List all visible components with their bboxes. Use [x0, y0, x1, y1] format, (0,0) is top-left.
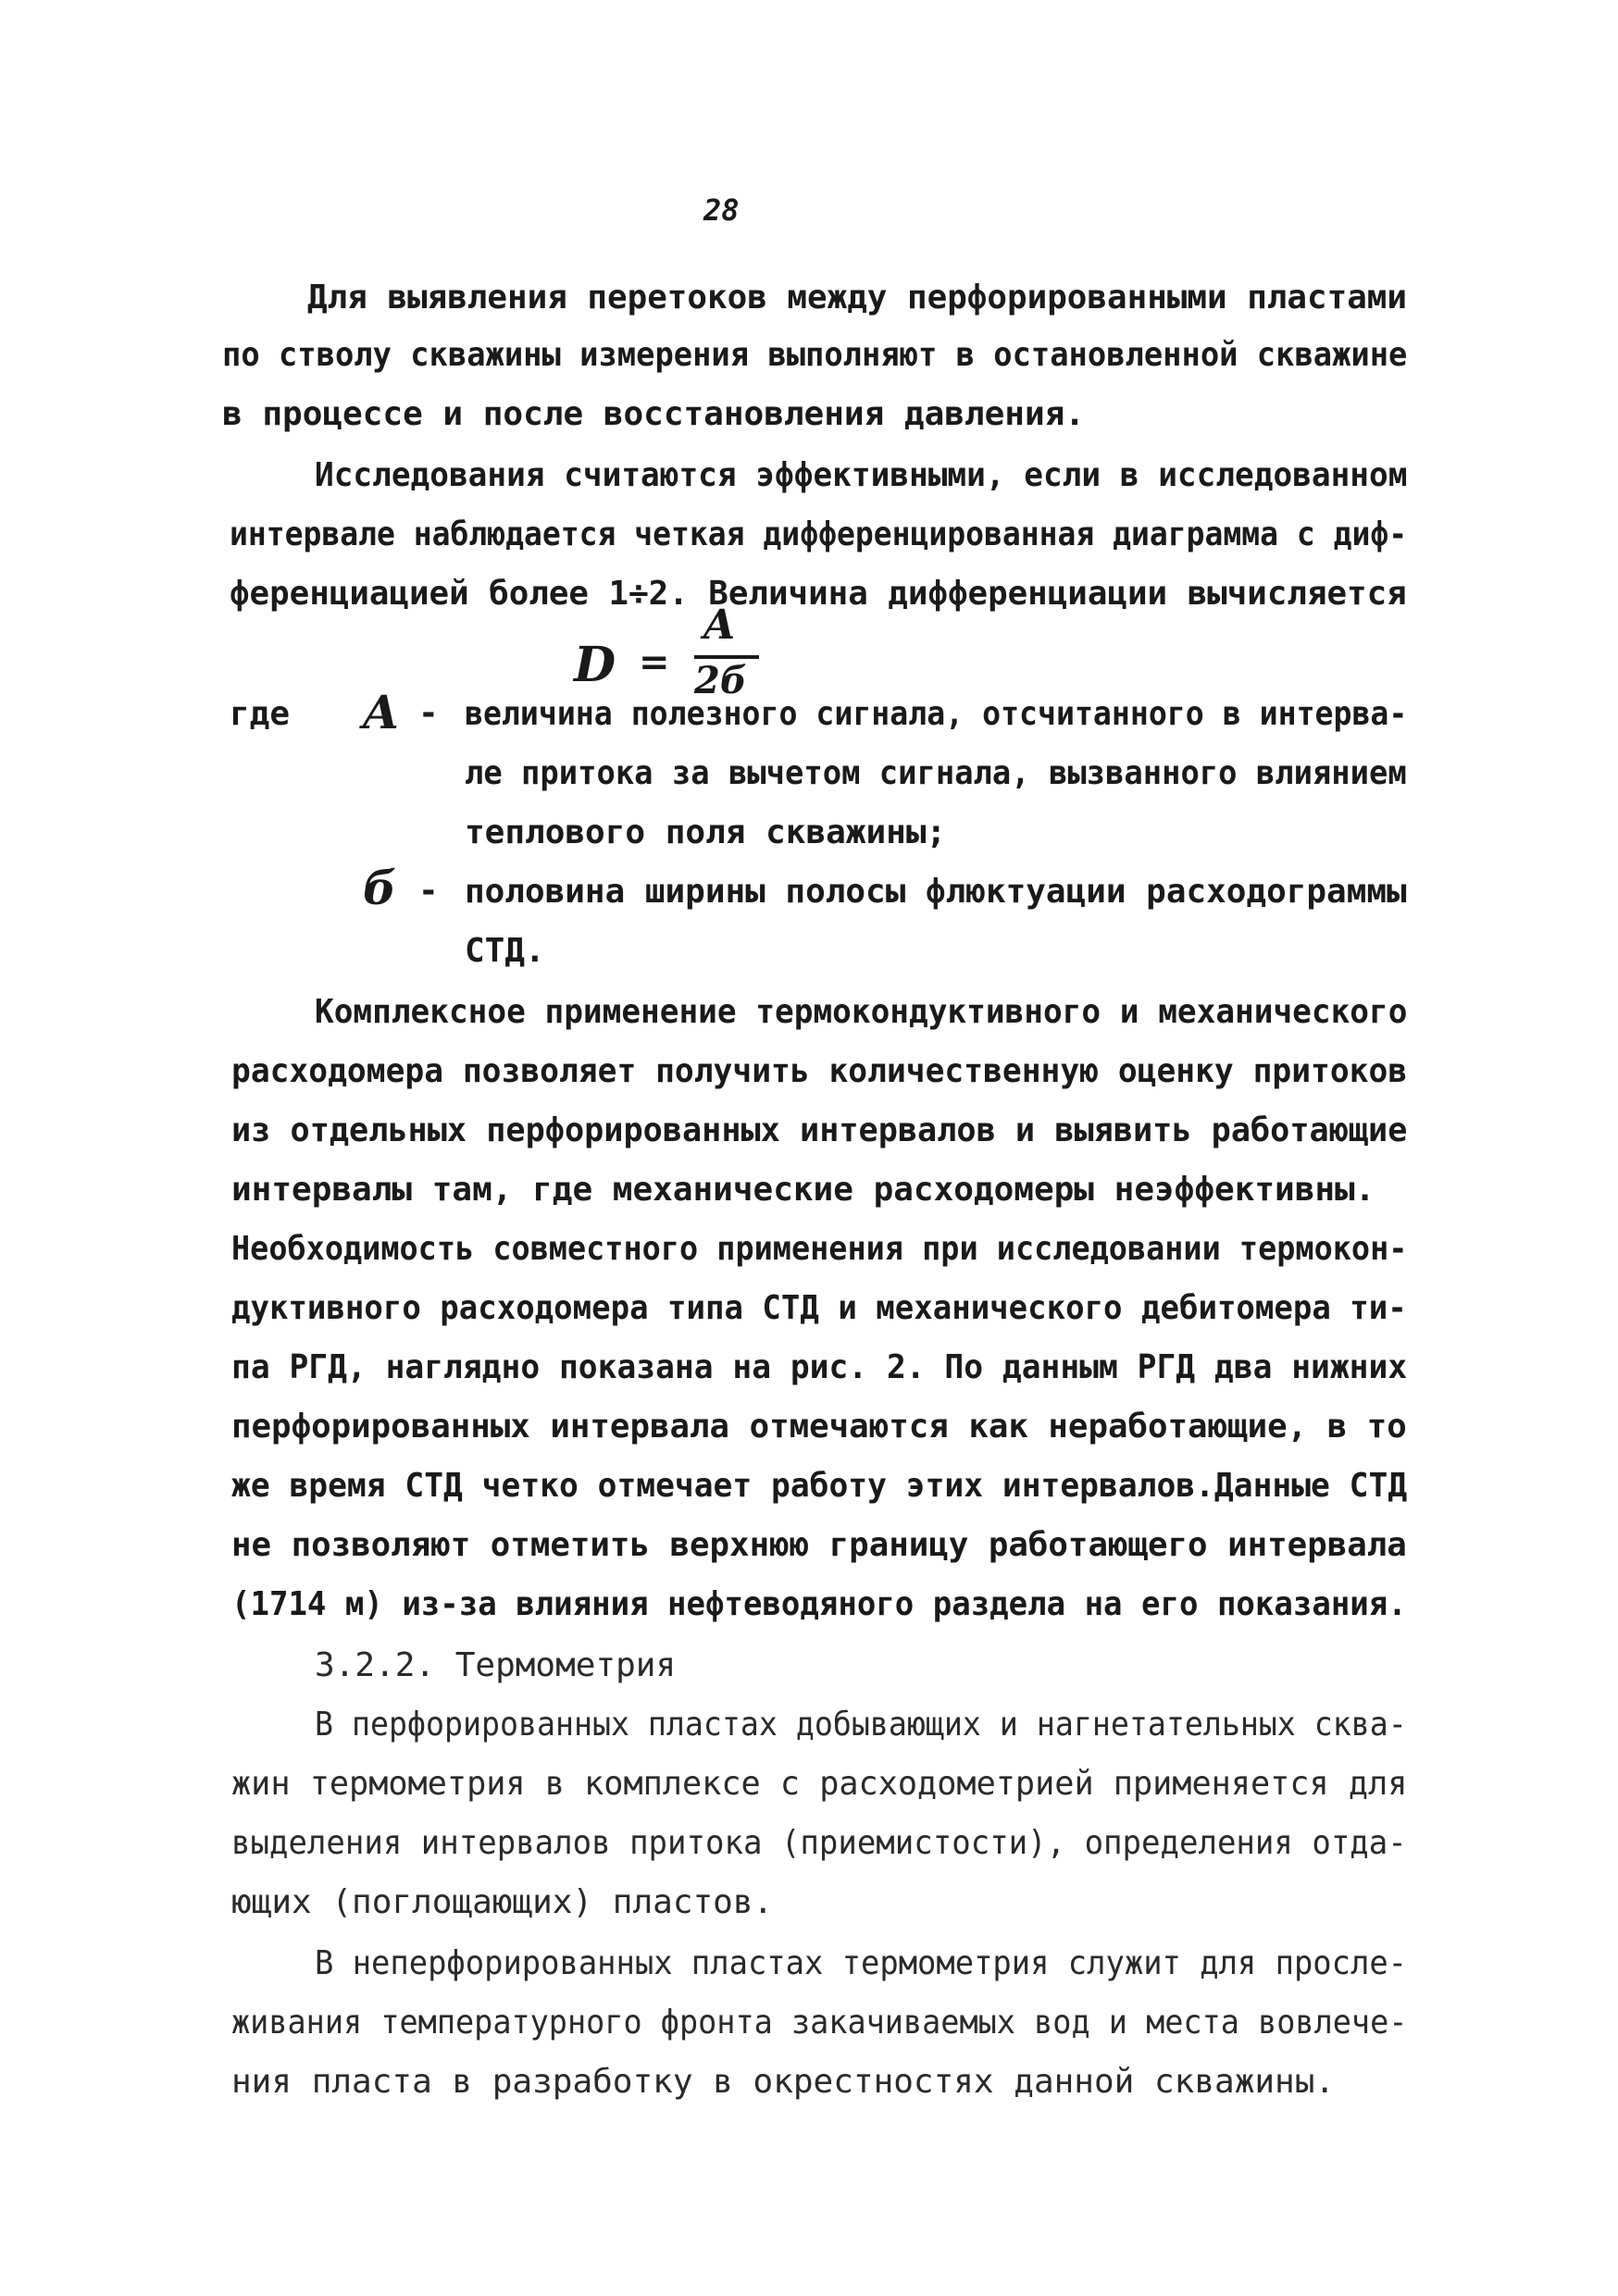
text-line: Для выявления перетоков между перфорированными пластами — [307, 279, 1408, 316]
text-line: па РГД, наглядно показана на рис. 2. По данным РГД два нижних — [231, 1348, 1408, 1386]
formula-lhs: D — [574, 637, 616, 693]
text-line: из отдельных перфорированных интервалов и выявить работающие — [231, 1111, 1408, 1149]
definition-a-line: величина полезного сигнала, отсчитанного в интерва- — [465, 695, 1408, 733]
text-line: дуктивного расходомера типа СТД и механического дебитомера ти- — [231, 1289, 1407, 1327]
text-line: Необходимость совместного применения при исследовании термокон- — [231, 1230, 1408, 1268]
text-line: расходомера позволяет получить количественную оценку притоков — [231, 1052, 1408, 1090]
text-line: ференциацией более 1÷2. Величина дифференциации вычисляется — [230, 575, 1407, 613]
text-line: ющих (поглощающих) пластов. — [231, 1883, 774, 1921]
text-line: же время СТД четко отмечает работу этих интервалов.Данные СТД — [231, 1467, 1408, 1505]
text-line: В неперфорированных пластах термометрия служит для просле- — [315, 1944, 1408, 1982]
definition-a-line: теплового поля скважины; — [465, 813, 947, 851]
definition-a-line: ле притока за вычетом сигнала, вызванного влиянием — [465, 754, 1407, 792]
text-line: в процессе и после восстановления давления. — [222, 395, 1085, 433]
text-line: живания температурного фронта закачиваемых вод и места вовлече- — [231, 2004, 1408, 2042]
page-number: 28 — [703, 192, 740, 228]
where-label: где — [230, 695, 291, 733]
symbol-a: A — [363, 685, 399, 739]
definition-b-line: СТД. — [465, 932, 545, 970]
text-line: по стволу скважины измерения выполняют в остановленной скважине — [222, 336, 1408, 374]
section-heading: 3.2.2. Термометрия — [315, 1646, 677, 1684]
text-line: жин термометрия в комплексе с расходометрией применяется для — [231, 1765, 1408, 1803]
text-line: перфорированных интервала отмечаются как неработающие, в то — [231, 1408, 1407, 1446]
formula-numerator: A — [703, 602, 736, 649]
symbol-b: б — [363, 861, 397, 915]
text-line: Исследования считаются эффективными, если в исследованном — [315, 456, 1408, 494]
dash-b: - — [418, 872, 439, 910]
dash-a: - — [418, 694, 439, 732]
text-line: ния пласта в разработку в окрестностях данной скважины. — [231, 2063, 1336, 2101]
formula-denominator: 2б — [694, 659, 747, 702]
text-line: интервалы там, где механические расходомеры неэффективны. — [231, 1171, 1375, 1209]
formula — [574, 602, 815, 703]
text-line: выделения интервалов притока (приемистости), определения отда- — [231, 1824, 1407, 1862]
text-line: В перфорированных пластах добывающих и нагнетательных сква- — [315, 1706, 1407, 1744]
text-line: не позволяют отметить верхнюю границу работающего интервала — [231, 1526, 1407, 1564]
text-line: интервале наблюдается четкая дифференцированная диаграмма с диф- — [230, 515, 1408, 553]
definition-b-line: половина ширины полосы флюктуации расходограммы — [465, 873, 1407, 911]
text-line: Комплексное применение термокондуктивного и механического — [315, 993, 1408, 1031]
formula-equals: = — [639, 640, 670, 684]
text-line: (1714 м) из-за влияния нефтеводяного раздела на его показания. — [231, 1585, 1407, 1623]
